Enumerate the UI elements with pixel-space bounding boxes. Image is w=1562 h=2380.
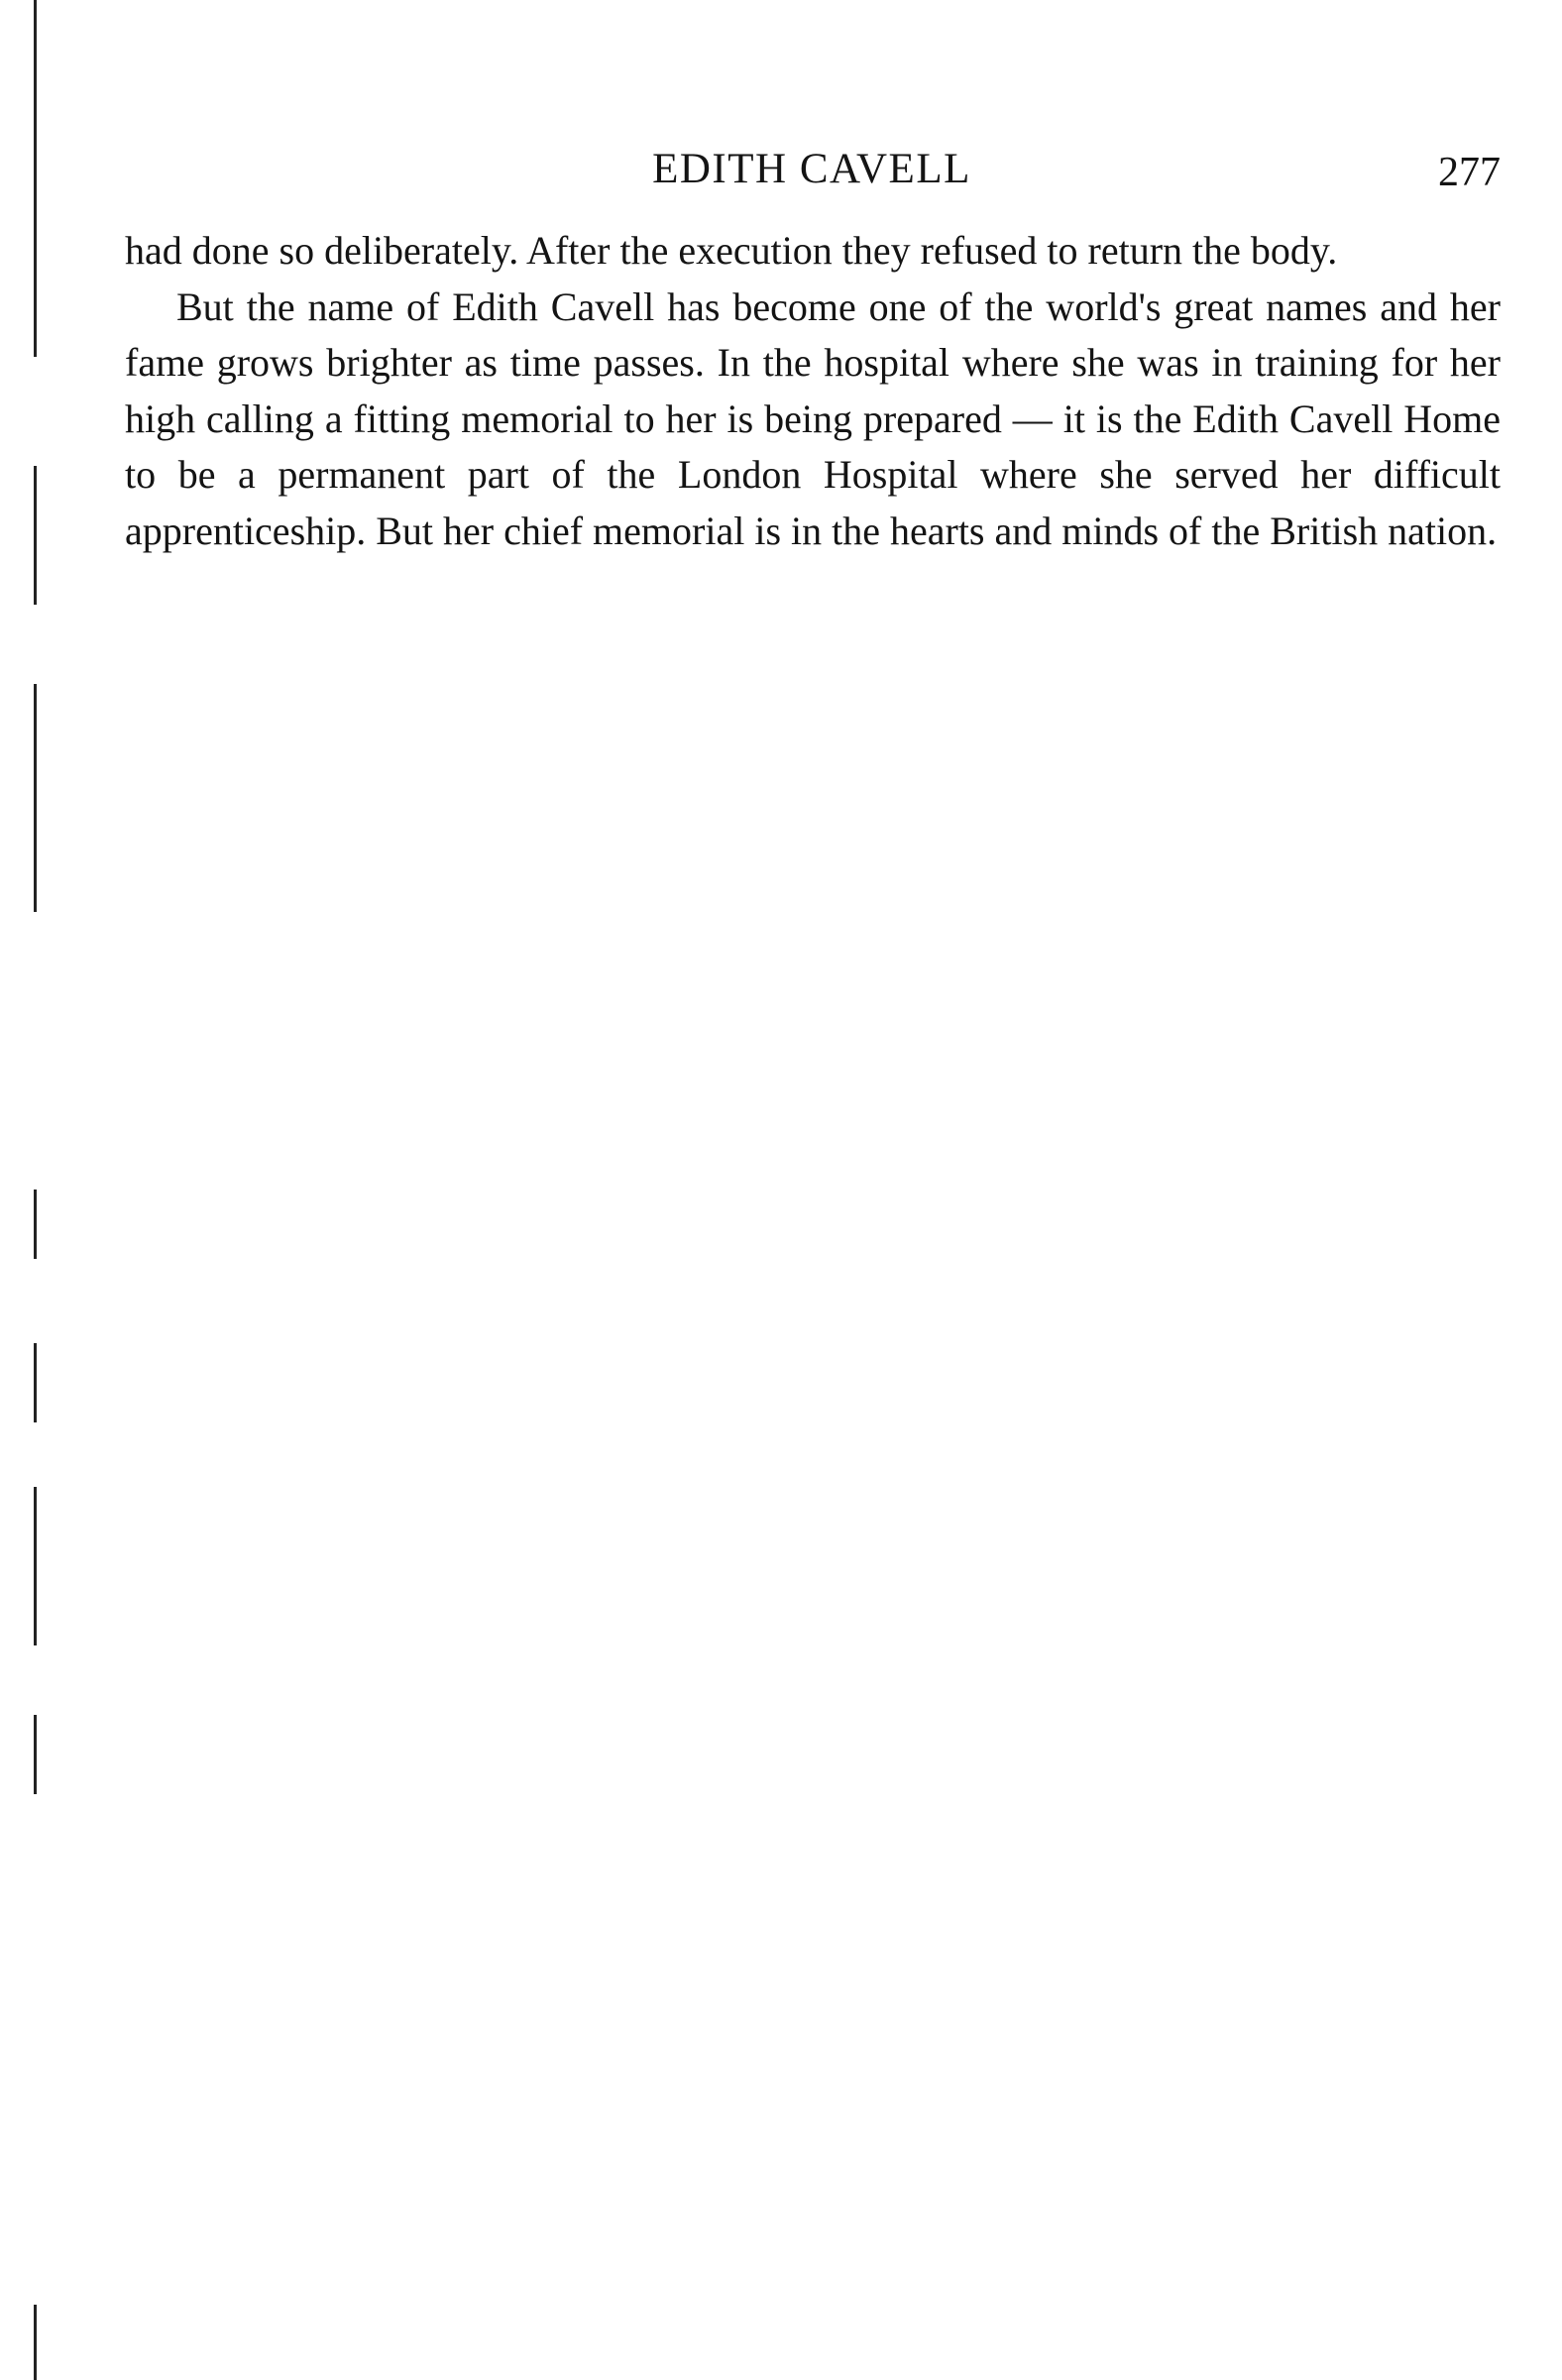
paragraph-continuation: had done so deliberately. After the execution they refused to return the body. [125, 228, 1338, 273]
scan-gutter-mark [34, 2305, 37, 2380]
scan-gutter-mark [34, 684, 37, 912]
scan-gutter-mark [34, 1715, 37, 1794]
scan-gutter-mark [34, 1343, 37, 1422]
scan-gutter-mark [34, 1487, 37, 1645]
scan-gutter-mark [34, 466, 37, 605]
body-text [125, 223, 1501, 559]
running-head-title: EDITH CAVELL [652, 146, 971, 192]
scan-gutter-mark [34, 1190, 37, 1259]
page-number: 277 [1438, 150, 1501, 195]
running-head [123, 145, 1501, 204]
scan-gutter-mark [34, 0, 37, 357]
paragraph-memorial: But the name of Edith Cavell has become one of the world's great names and her fame grows brighter as time passes. In the hospital where she was in training for her high calling a fitting memorial to her is being prepared — it is the Edith Cavell Home to be a permanent part of the London Hospital where she served her difficult apprenticeship. But her chief memorial is in the hearts and minds of the British nation. [125, 283, 1501, 553]
